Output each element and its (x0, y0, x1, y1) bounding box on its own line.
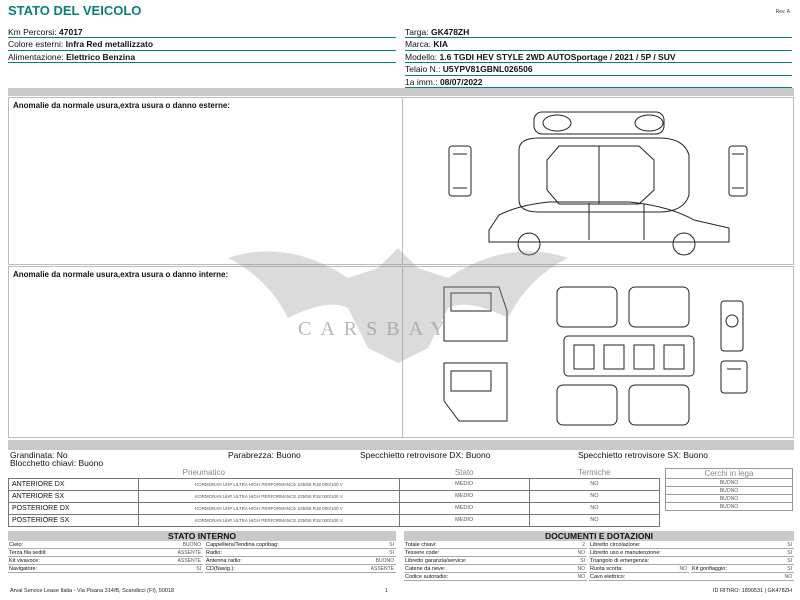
km-value: 47017 (59, 27, 83, 37)
carsbay-watermark-icon (228, 238, 568, 368)
color-row: Colore esterni: Infra Red metallizzato (8, 38, 396, 50)
list-item: Ruota scorta: NO (590, 566, 687, 572)
table-row: ANTERIORE DX KORMORAN UHP ULTRA HIGH PERFORMANCE 235/55 R18 000/100 V MEDIO NO (9, 478, 660, 490)
registration-row: 1a imm.: 08/07/2022 (405, 76, 792, 88)
page-title: STATO DEL VEICOLO (8, 3, 142, 18)
separator-bar (8, 440, 794, 450)
list-item: Kit gonfiaggio: SI (692, 566, 792, 572)
car-exterior-diagram-icon (439, 110, 749, 258)
list-item: Tessere code: NO (405, 550, 585, 556)
list-item: Codice autoradio: NO (405, 574, 585, 580)
stato-interno-title: STATO INTERNO (8, 531, 396, 541)
tyres-table (8, 468, 660, 527)
stato-header: Stato (399, 468, 529, 478)
list-item: Cielo: BUONO (9, 542, 201, 548)
list-item: Kit vivavoce: ASSENTE (9, 558, 201, 564)
table-row: POSTERIORE SX KORMORAN UHP ULTRA HIGH PERFORMANCE 235/55 R18 000/100 V MEDIO NO (9, 514, 660, 526)
brand-row: Marca: KIA (405, 38, 792, 50)
model-row: Modello: 1.6 TGDI HEV STYLE 2WD AUTOSportage / 2021 / 5P / SUV (405, 51, 792, 63)
list-item: Navigatore: SI (9, 566, 201, 572)
footer-page-number: 1 (385, 588, 389, 594)
table-row: BUONO (666, 503, 793, 511)
table-row: POSTERIORE DX KORMORAN UHP ULTRA HIGH PERFORMANCE 235/55 R18 000/100 V MEDIO NO (9, 502, 660, 514)
list-item: Cavo elettrico: NO (590, 574, 792, 580)
specchietto-dx-text: Specchietto retrovisore DX: Buono (360, 450, 491, 460)
brand-value: KIA (433, 39, 448, 50)
chassis-value: U5YPV81GBNL026506 (442, 64, 533, 75)
list-item: CD(Navig.): ASSENTE (206, 566, 394, 572)
list-item: Antenna radio: BUONO (206, 558, 394, 564)
vehicle-info-left (8, 26, 396, 63)
list-item: Libretto garanzia/service: SI (405, 558, 585, 564)
fuel-value: Elettrico Benzina (66, 51, 136, 62)
specchietto-sx-text: Specchietto retrovisore SX: Buono (578, 450, 708, 460)
plate-value: GK478ZH (431, 27, 470, 37)
list-item: Terza fila sedili: ASSENTE (9, 550, 201, 556)
internal-damage-label: Anomalie da normale usura,extra usura o danno interne: (13, 270, 229, 279)
chassis-row: Telaio N.: U5YPV81GBNL026506 (405, 63, 792, 75)
registration-value: 08/07/2022 (439, 76, 483, 87)
documenti-title: DOCUMENTI E DOTAZIONI (404, 531, 794, 541)
revision-label: Rev. A (775, 9, 790, 15)
km-row: Km Percorsi: 47017 (8, 26, 396, 38)
cerchi-header: Cerchi in lega (666, 469, 793, 479)
model-value: 1.6 TGDI HEV STYLE 2WD AUTOSportage / 2021 / 5P / SUV (439, 51, 676, 62)
list-item: Libretto circolazione: SI (590, 542, 792, 548)
termiche-header: Termiche (529, 468, 659, 478)
table-row: BUONO (666, 495, 793, 503)
vehicle-info-right (405, 26, 792, 88)
list-item: Radio: SI (206, 550, 394, 556)
watermark-text: CARSBAY (298, 318, 454, 340)
list-item: Cappelliera/Tendina copribag: SI (206, 542, 394, 548)
list-item: Triangolo di emergenza: SI (590, 558, 792, 564)
color-value: Infra Red metallizzato (65, 39, 154, 50)
list-item: Catene da neve: NO (405, 566, 585, 572)
list-item: Libretto uso e manutenzione: SI (590, 550, 792, 556)
separator-bar (8, 88, 794, 96)
plate-row: Targa: GK478ZH (405, 26, 792, 38)
footer-address: Arval Service Lease Italia - Via Pisana 314/B, Scandicci (FI), 50018 (10, 588, 175, 594)
table-row: BUONO (666, 479, 793, 487)
tyres-header: Pneumatico (9, 468, 400, 478)
table-row: BUONO (666, 487, 793, 495)
external-damage-label: Anomalie da normale usura,extra usura o danno esterne: (13, 101, 230, 110)
table-row: ANTERIORE SX KORMORAN UHP ULTRA HIGH PERFORMANCE 235/55 R18 000/100 V MEDIO NO (9, 490, 660, 502)
grandinata-text: Grandinata: No (10, 450, 68, 460)
parabrezza-text: Parabrezza: Buono (228, 450, 301, 460)
list-item: Totale chiavi: 2 (405, 542, 585, 548)
fuel-row: Alimentazione: Elettrico Benzina (8, 51, 396, 63)
blocchetto-text: Blocchetto chiavi: Buono (10, 458, 104, 468)
footer-id: ID RITIRO: 1890531 | GK478ZH (712, 588, 792, 594)
cerchi-table (665, 468, 793, 511)
